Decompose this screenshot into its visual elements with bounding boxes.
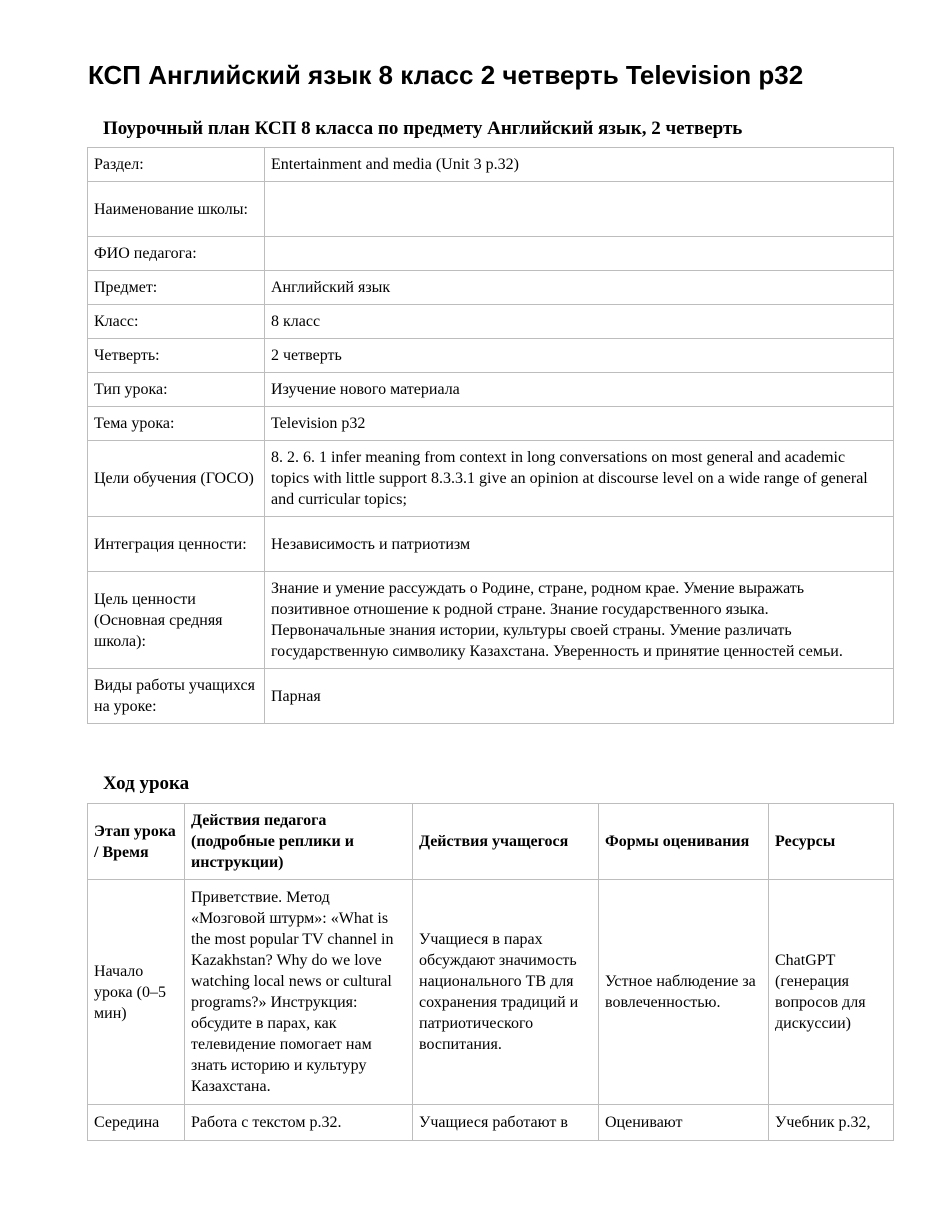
info-label: Предмет: xyxy=(88,271,265,305)
info-label: Тема урока: xyxy=(88,407,265,441)
lesson-teacher-cell: Приветствие. Метод «Мозговой штурм»: «What is the most popular TV channel in Kazakhstan? Why do we love watching local news or cultural programs?» Инструкция: обсудите в парах, как телевидение помогает нам знать историю и культуру Казахстана. xyxy=(185,880,413,1105)
lesson-stage-cell: Середина xyxy=(88,1105,185,1141)
lesson-resources-cell: ChatGPT (генерация вопросов для дискуссии) xyxy=(769,880,894,1105)
info-value xyxy=(265,237,894,271)
lesson-teacher-cell: Работа с текстом p.32. xyxy=(185,1105,413,1141)
lesson-student-cell: Учащиеся работают в xyxy=(413,1105,599,1141)
info-label: Цели обучения (ГОСО) xyxy=(88,441,265,517)
info-row-quarter xyxy=(88,339,894,373)
info-value: Парная xyxy=(265,669,894,724)
document-title: КСП Английский язык 8 класс 2 четверть Television p32 xyxy=(88,60,804,90)
info-row-grade xyxy=(88,305,894,339)
info-label: Тип урока: xyxy=(88,373,265,407)
info-label: Класс: xyxy=(88,305,265,339)
lesson-assessment-cell: Устное наблюдение за вовлеченностью. xyxy=(599,880,769,1105)
info-value: Television p32 xyxy=(265,407,894,441)
column-header-resources: Ресурсы xyxy=(769,804,894,880)
info-value xyxy=(265,182,894,237)
info-value: 8. 2. 6. 1 infer meaning from context in long conversations on most general and academic topics with little support 8.3.3.1 give an opinion at discourse level on a wide range of general and curricular topics; xyxy=(265,441,894,517)
lesson-info-table xyxy=(87,147,894,724)
lesson-header-row xyxy=(88,804,894,880)
info-row-objectives xyxy=(88,441,894,517)
info-label: ФИО педагога: xyxy=(88,237,265,271)
info-label: Цель ценности (Основная средняя школа): xyxy=(88,572,265,669)
info-value: 8 класс xyxy=(265,305,894,339)
info-value: 2 четверть xyxy=(265,339,894,373)
lesson-row xyxy=(88,1105,894,1141)
info-row-work-types xyxy=(88,669,894,724)
info-label: Виды работы учащихся на уроке: xyxy=(88,669,265,724)
lesson-row xyxy=(88,880,894,1105)
info-row-topic xyxy=(88,407,894,441)
info-row-subject xyxy=(88,271,894,305)
column-header-student: Действия учащегося xyxy=(413,804,599,880)
info-label: Интеграция ценности: xyxy=(88,517,265,572)
info-value: Изучение нового материала xyxy=(265,373,894,407)
column-header-stage: Этап урока / Время xyxy=(88,804,185,880)
info-row-teacher xyxy=(88,237,894,271)
column-header-teacher: Действия педагога (подробные реплики и инструкции) xyxy=(185,804,413,880)
lesson-progress-heading: Ход урока xyxy=(103,773,190,794)
info-label: Раздел: xyxy=(88,148,265,182)
info-value: Знание и умение рассуждать о Родине, стране, родном крае. Умение выражать позитивное отношение к родной стране. Знание государственного языка. Первоначальные знания истории, культуры своей страны. Умение различать государственную символику Казахстана. Уверенность и принятие ценностей семьи. xyxy=(265,572,894,669)
info-row-section xyxy=(88,148,894,182)
info-row-lesson-type xyxy=(88,373,894,407)
info-value: Независимость и патриотизм xyxy=(265,517,894,572)
lesson-assessment-cell: Оценивают xyxy=(599,1105,769,1141)
info-row-value-integration xyxy=(88,517,894,572)
info-row-value-goal xyxy=(88,572,894,669)
lesson-stage-cell: Начало урока (0–5 мин) xyxy=(88,880,185,1105)
info-label: Наименование школы: xyxy=(88,182,265,237)
lesson-resources-cell: Учебник p.32, xyxy=(769,1105,894,1141)
column-header-assessment: Формы оценивания xyxy=(599,804,769,880)
lesson-progress-table xyxy=(87,803,894,1141)
info-value: Entertainment and media (Unit 3 p.32) xyxy=(265,148,894,182)
info-row-school xyxy=(88,182,894,237)
info-value: Английский язык xyxy=(265,271,894,305)
lesson-student-cell: Учащиеся в парах обсуждают значимость национального ТВ для сохранения традиций и патриотического воспитания. xyxy=(413,880,599,1105)
info-label: Четверть: xyxy=(88,339,265,373)
plan-subtitle: Поурочный план КСП 8 класса по предмету Английский язык, 2 четверть xyxy=(103,118,743,139)
